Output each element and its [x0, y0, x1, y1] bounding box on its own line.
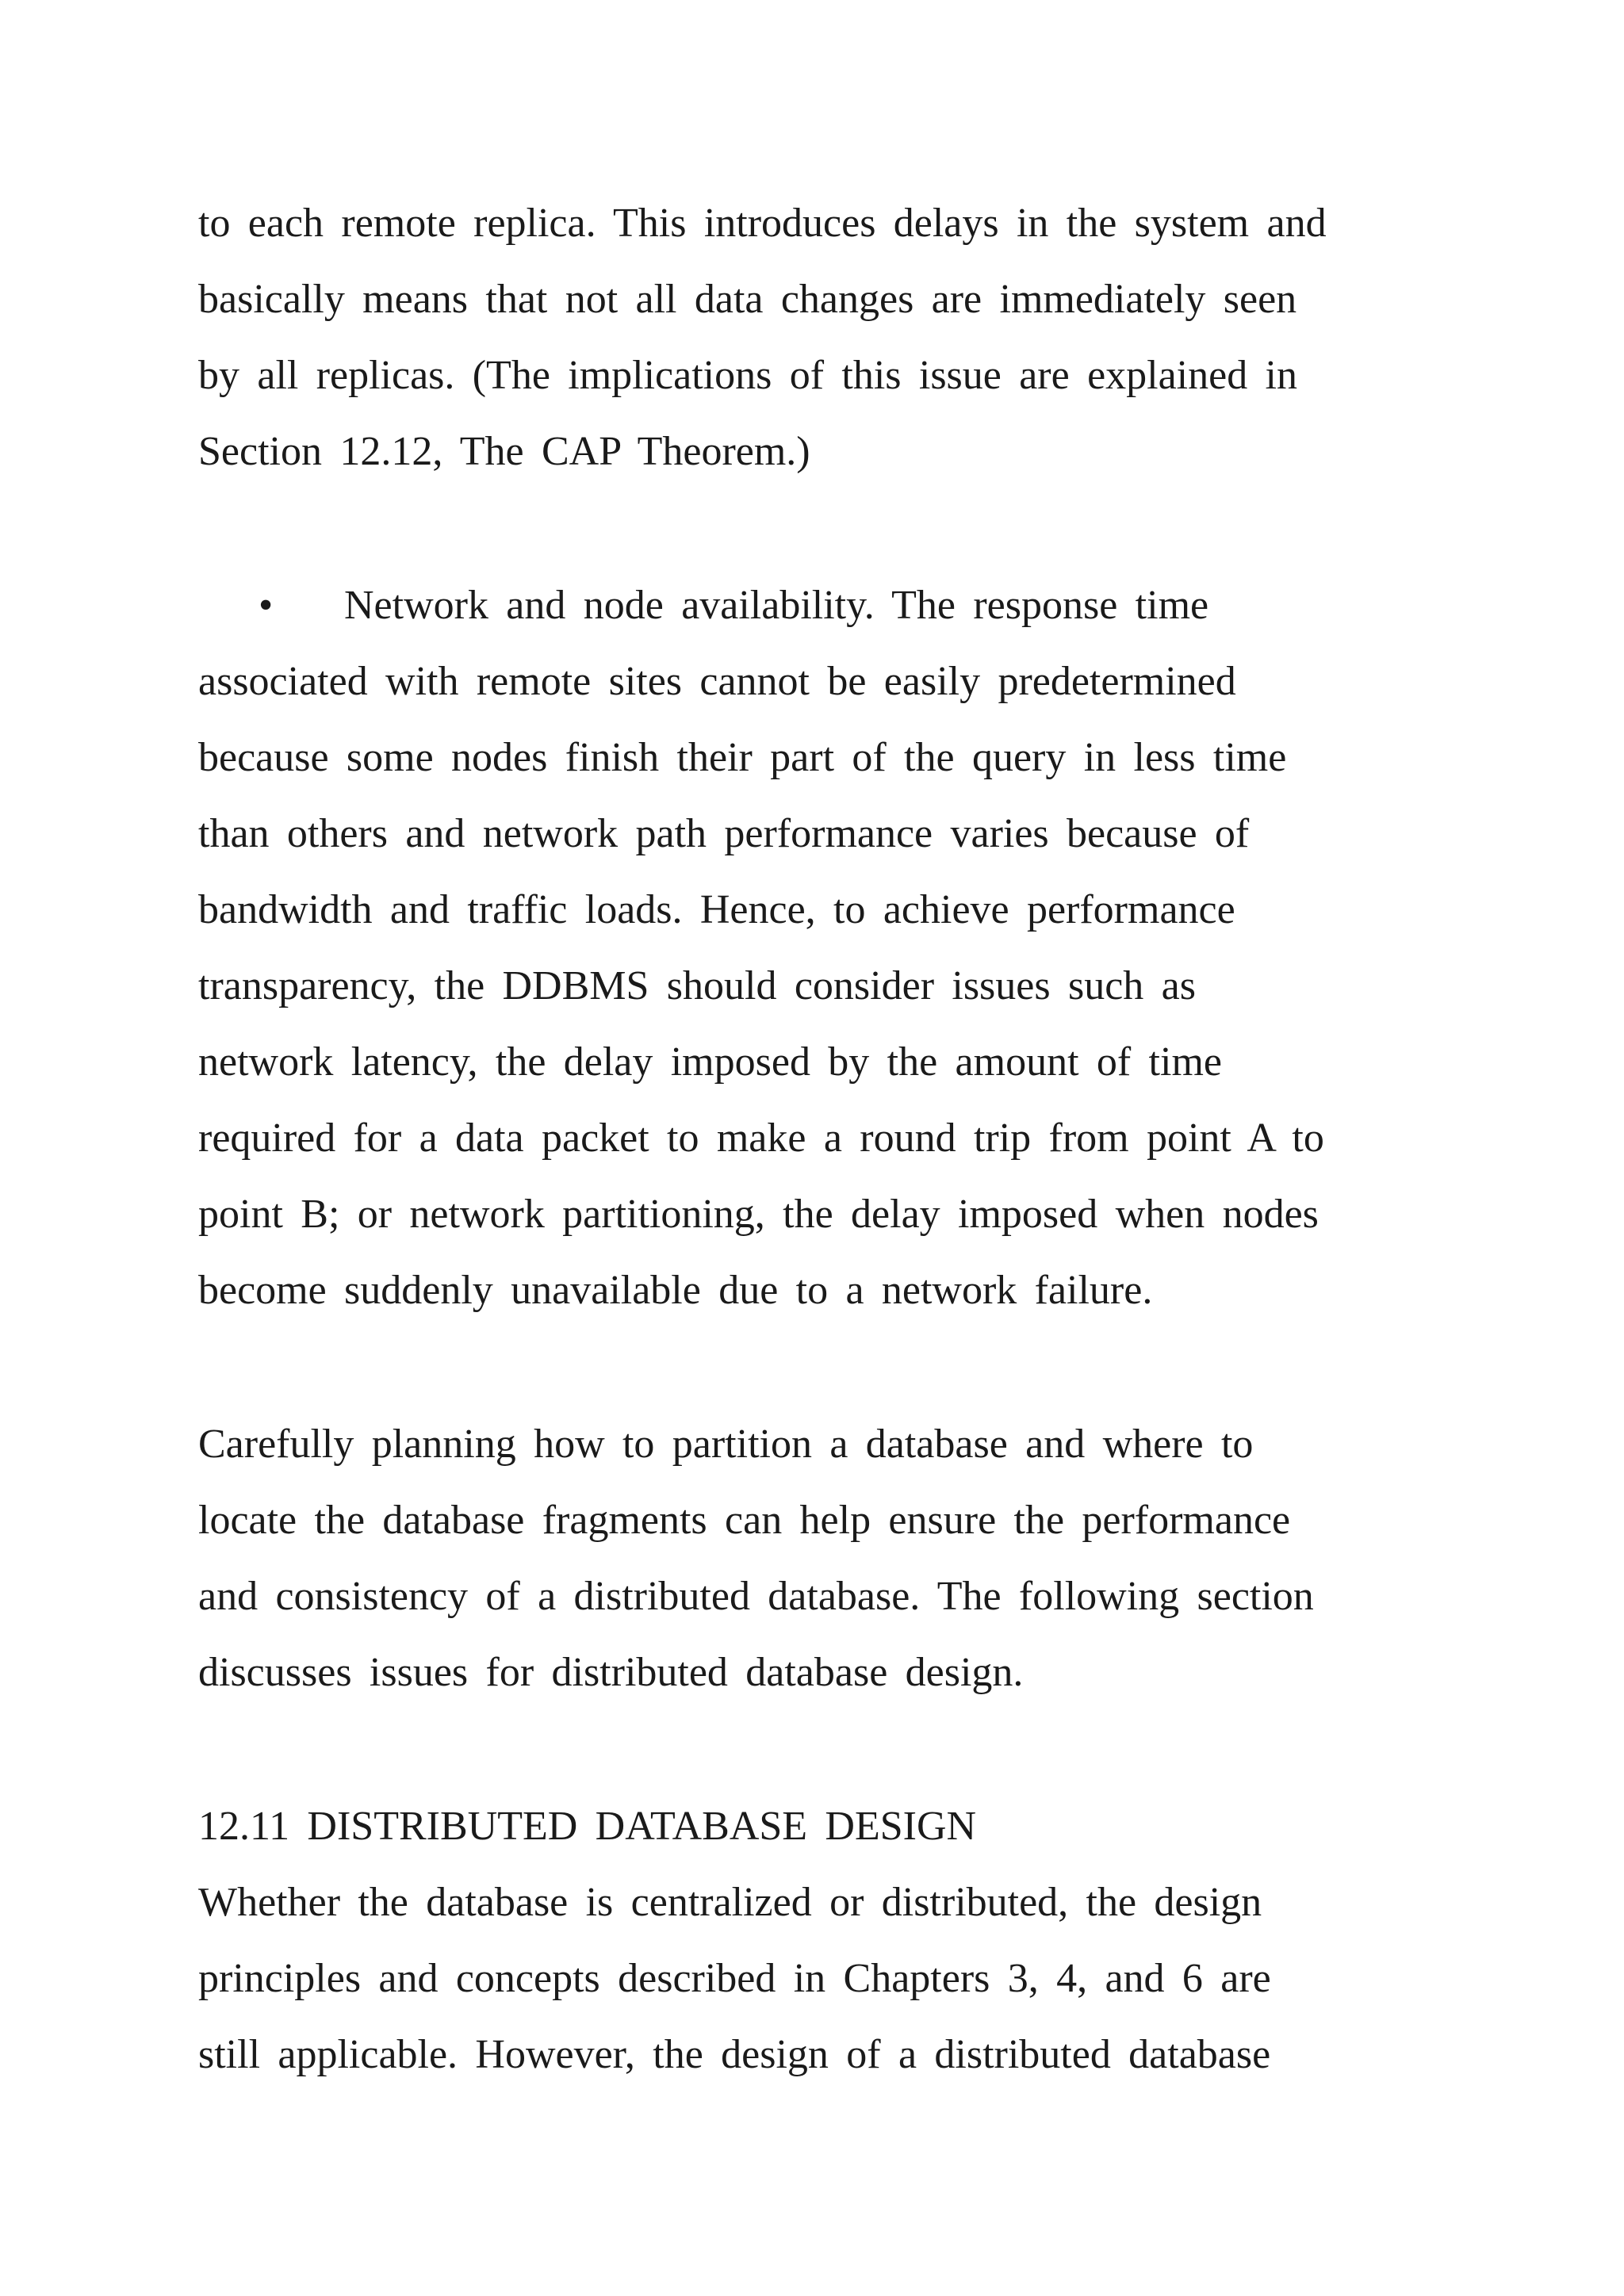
bullet-line-9: point B; or network partitioning, the delay imposed when nodes [198, 1192, 1319, 1237]
paragraph-2-line-3: and consistency of a distributed database. The following section [198, 1574, 1314, 1619]
paragraph-1-line-2: basically means that not all data changes are immediately seen [198, 277, 1297, 322]
paragraph-3-line-2: principles and concepts described in Chapters 3, 4, and 6 are [198, 1956, 1271, 2001]
paragraph-2-line-1: Carefully planning how to partition a database and where to [198, 1422, 1254, 1467]
section-heading: 12.11 DISTRIBUTED DATABASE DESIGN [198, 1804, 977, 1849]
bullet-line-4: than others and network path performance varies because of [198, 811, 1250, 856]
bullet-line-3: because some nodes finish their part of the query in less time [198, 735, 1287, 780]
bullet-line-10: become suddenly unavailable due to a network failure. [198, 1268, 1153, 1313]
bullet-line-1: Network and node availability. The response time [344, 583, 1209, 628]
paragraph-1-line-1: to each remote replica. This introduces delays in the system and [198, 201, 1327, 246]
paragraph-2-line-2: locate the database fragments can help ensure the performance [198, 1498, 1291, 1543]
bullet-line-7: network latency, the delay imposed by the amount of time [198, 1039, 1222, 1085]
paragraph-2-line-4: discusses issues for distributed database design. [198, 1650, 1024, 1695]
bullet-line-2: associated with remote sites cannot be easily predetermined [198, 659, 1236, 704]
paragraph-1-line-3: by all replicas. (The implications of this issue are explained in [198, 353, 1298, 398]
bullet-line-5: bandwidth and traffic loads. Hence, to achieve performance [198, 887, 1235, 932]
bullet-marker: • [259, 583, 274, 628]
paragraph-1-line-4: Section 12.12, The CAP Theorem.) [198, 429, 810, 474]
paragraph-3-line-1: Whether the database is centralized or distributed, the design [198, 1880, 1262, 1925]
bullet-line-8: required for a data packet to make a round trip from point A to [198, 1115, 1324, 1161]
bullet-line-6: transparency, the DDBMS should consider issues such as [198, 963, 1196, 1008]
paragraph-3-line-3: still applicable. However, the design of a distributed database [198, 2032, 1271, 2077]
